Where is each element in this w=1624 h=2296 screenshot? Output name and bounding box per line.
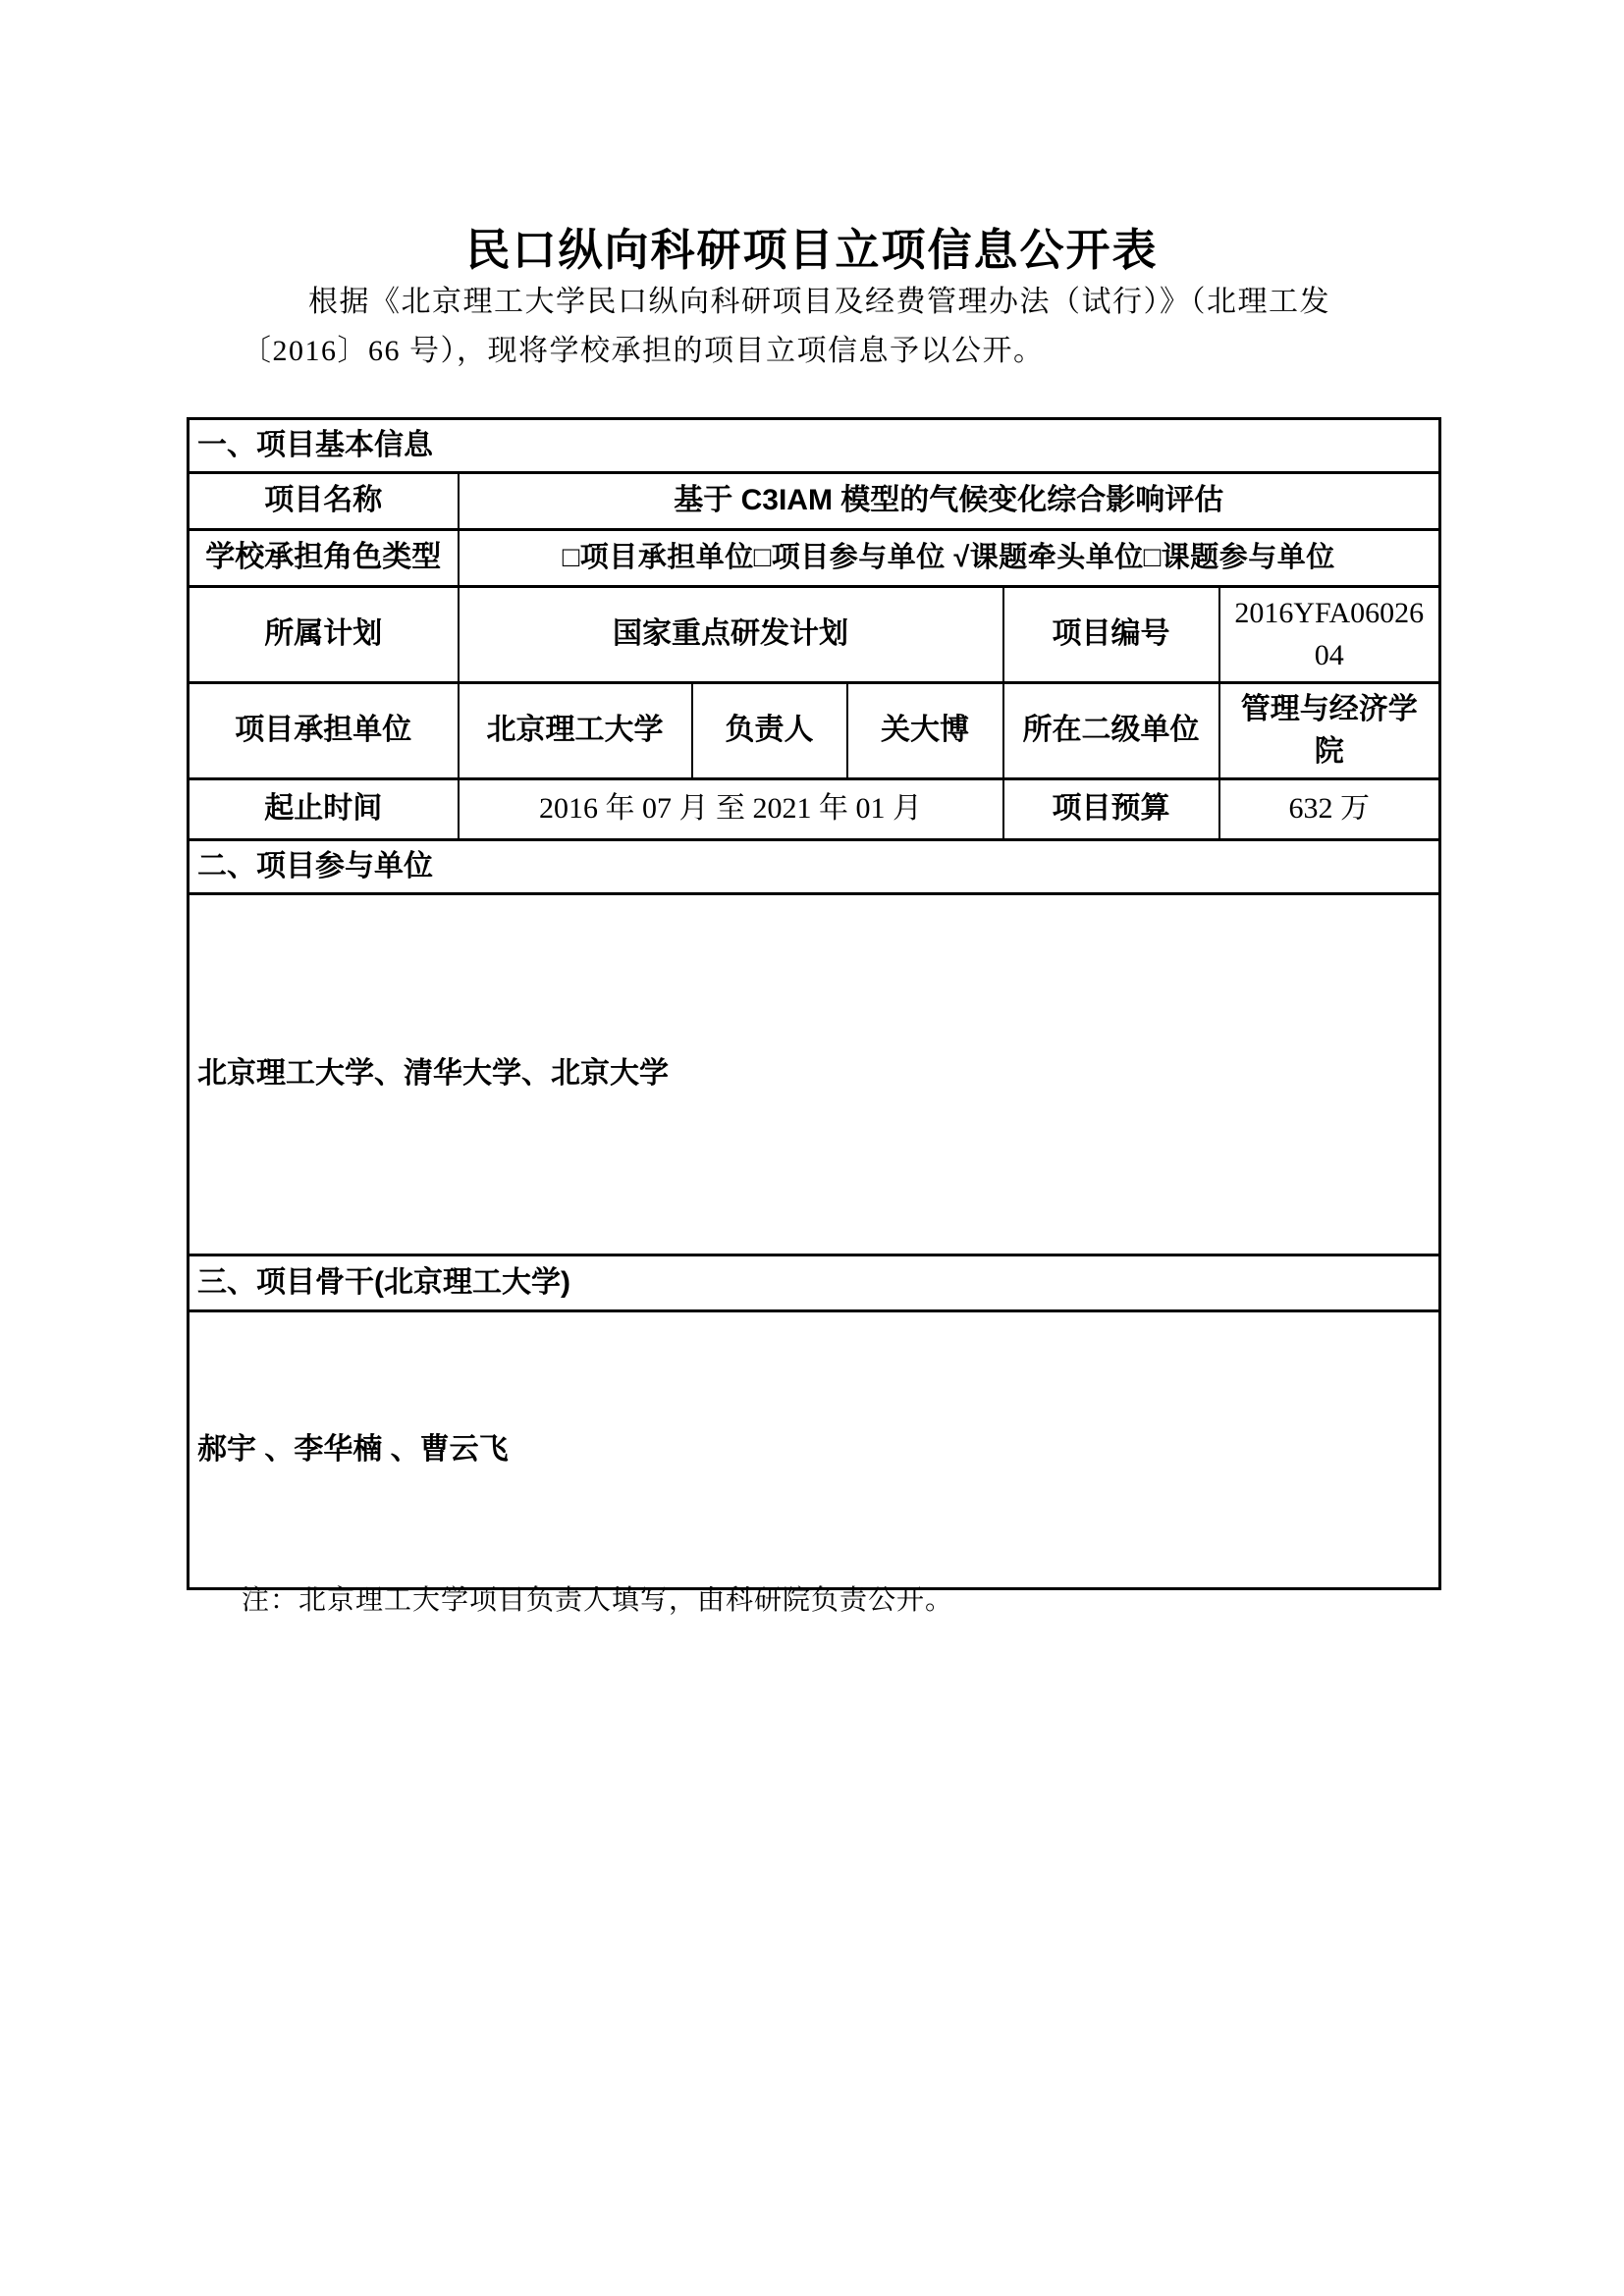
undertaking-unit-value: 北京理工大学 <box>459 682 692 778</box>
intro-line-1: 根据《北京理工大学民口纵向科研项目及经费管理办法（试行）》（北理工发 <box>308 286 1330 318</box>
project-number-value: 2016YFA0602604 <box>1219 586 1440 682</box>
budget-label: 项目预算 <box>1003 778 1219 839</box>
project-number-label: 项目编号 <box>1003 586 1219 682</box>
footnote: 注：北京理工大学项目负责人填写，由科研院负责公开。 <box>242 1585 954 1616</box>
project-info-table <box>187 417 1441 1590</box>
table-row <box>189 586 1440 682</box>
duration-value: 2016 年 07 月 至 2021 年 01 月 <box>459 778 1003 839</box>
budget-value: 632 万 <box>1219 778 1440 839</box>
undertaking-unit-label: 项目承担单位 <box>189 682 459 778</box>
table-row <box>189 1255 1440 1310</box>
table-row <box>189 1310 1440 1588</box>
secondary-unit-label: 所在二级单位 <box>1003 682 1219 778</box>
table-row <box>189 778 1440 839</box>
role-type-value: □项目承担单位□项目参与单位 √课题牵头单位□课题参与单位 <box>459 529 1440 586</box>
table-row <box>189 529 1440 586</box>
page-title: 民口纵向科研项目立项信息公开表 <box>465 226 1159 275</box>
table-row <box>189 893 1440 1255</box>
leader-value: 关大博 <box>847 682 1003 778</box>
intro-paragraph <box>242 278 1405 376</box>
section-2-header: 二、项目参与单位 <box>189 839 1440 893</box>
section-3-header: 三、项目骨干(北京理工大学) <box>189 1255 1440 1310</box>
plan-value: 国家重点研发计划 <box>459 586 1003 682</box>
table-row <box>189 682 1440 778</box>
role-type-label: 学校承担角色类型 <box>189 529 459 586</box>
leader-label: 负责人 <box>692 682 847 778</box>
backbone-value: 郝宇 、李华楠 、曹云飞 <box>189 1310 1440 1588</box>
table-row <box>189 419 1440 473</box>
project-name-value: 基于 C3IAM 模型的气候变化综合影响评估 <box>459 472 1440 529</box>
table-row <box>189 839 1440 893</box>
intro-line-2: 〔2016〕66 号），现将学校承担的项目立项信息予以公开。 <box>242 335 1045 367</box>
plan-label: 所属计划 <box>189 586 459 682</box>
participants-value: 北京理工大学、清华大学、北京大学 <box>189 893 1440 1255</box>
project-name-label: 项目名称 <box>189 472 459 529</box>
duration-label: 起止时间 <box>189 778 459 839</box>
table-row <box>189 472 1440 529</box>
section-1-header: 一、项目基本信息 <box>189 419 1440 473</box>
secondary-unit-value: 管理与经济学院 <box>1219 682 1440 778</box>
